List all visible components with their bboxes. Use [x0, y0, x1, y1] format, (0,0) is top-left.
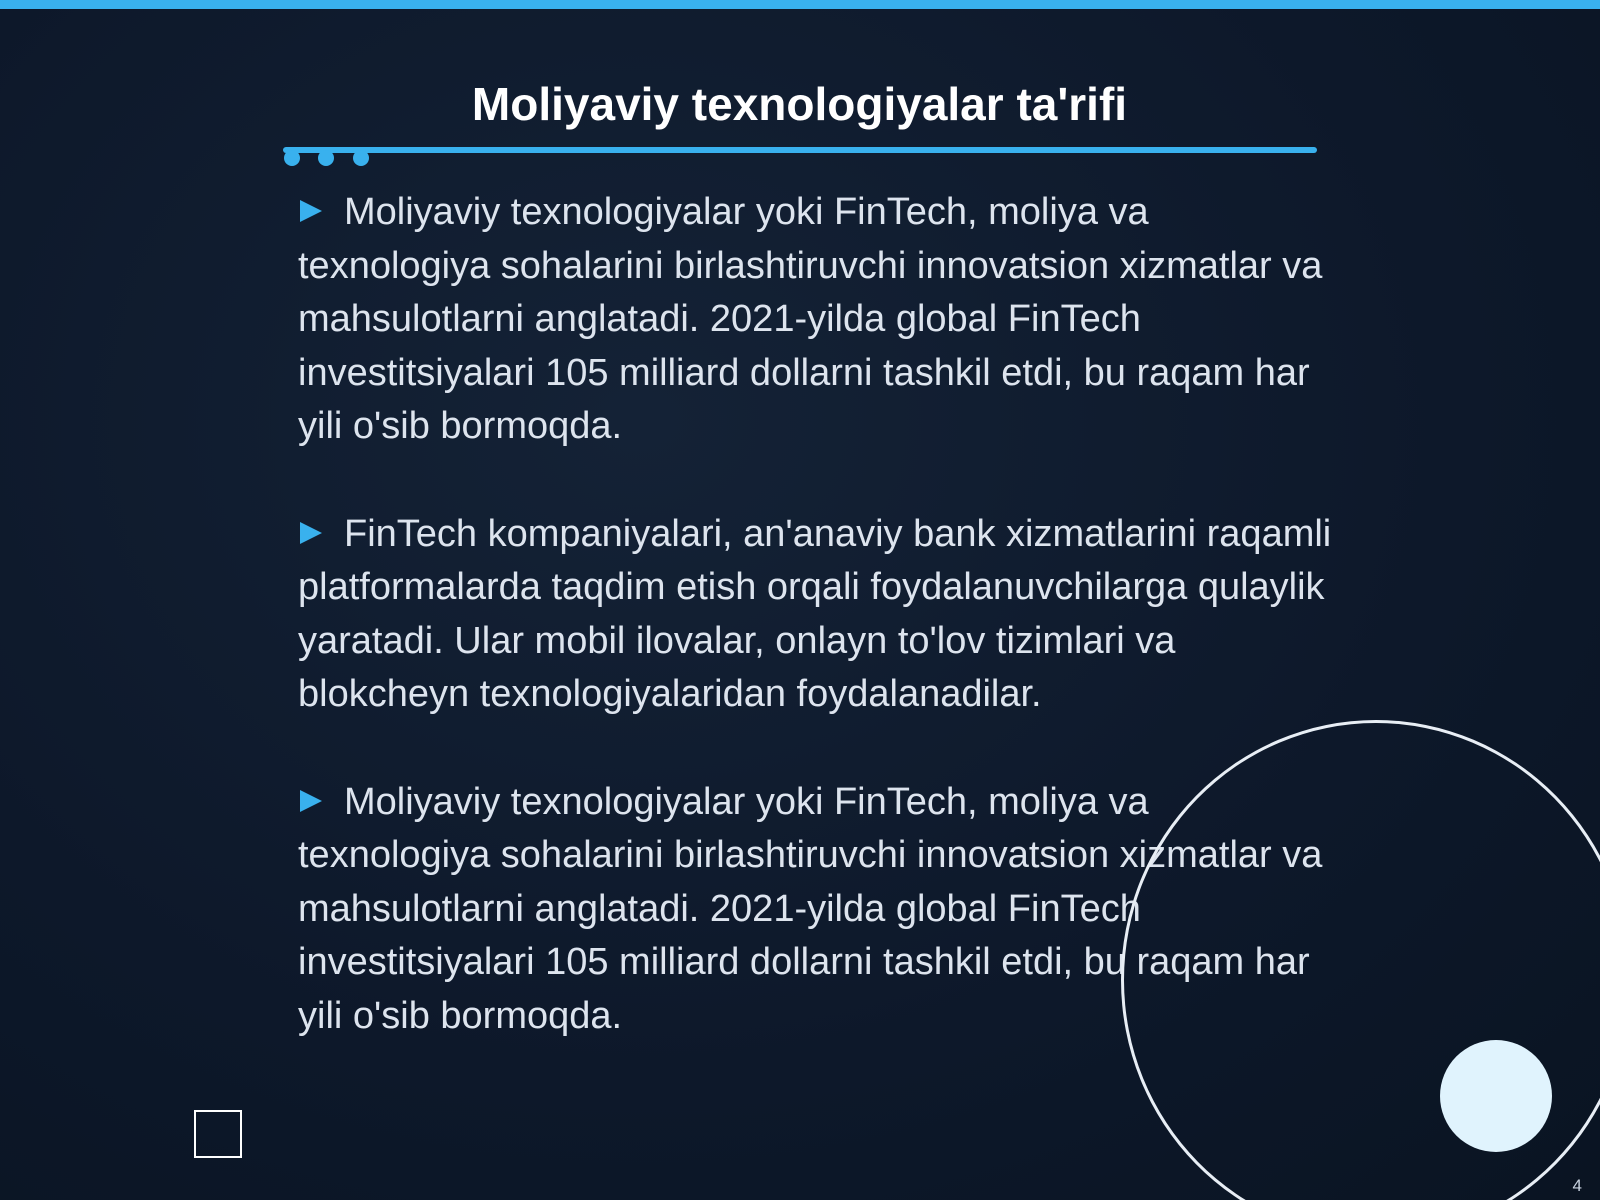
slide-title: Moliyaviy texnologiyalar ta'rifi	[471, 78, 1128, 130]
triangle-right-icon	[298, 778, 344, 808]
top-accent-bar	[0, 0, 1600, 9]
bullet-paragraph	[298, 186, 1338, 454]
bullet-text: FinTech kompaniyalari, an'anaviy bank xizmatlarini raqamli platformalarda taqdim etish orqali foydalanuvchilarga qulaylik yaratadi. Ular mobil ilovalar, onlayn to'lov tizimlari va blokcheyn texnologiyalaridan foydalanadilar.	[298, 512, 1332, 715]
decorative-square	[194, 1110, 242, 1158]
accent-dot	[284, 150, 300, 166]
title-underline	[283, 147, 1317, 153]
accent-dot	[353, 150, 369, 166]
bullet-text: Moliyaviy texnologiyalar yoki FinTech, moliya va texnologiya sohalarini birlashtiruvchi innovatsion xizmatlar va mahsulotlarni anglatadi. 2021-yilda global FinTech investitsiyalari 105 milliard dollarni tashkil etdi, bu raqam har yili o'sib bormoqda.	[298, 191, 1323, 447]
accent-dot	[318, 150, 334, 166]
decorative-circle	[1440, 1040, 1552, 1152]
bullet-text: Moliyaviy texnologiyalar yoki FinTech, moliya va texnologiya sohalarini birlashtiruvchi innovatsion xizmatlar va mahsulotlarni anglatadi. 2021-yilda global FinTech investitsiyalari 105 milliard dollarni tashkil etdi, bu raqam har yili o'sib bormoqda.	[298, 780, 1323, 1037]
triangle-right-icon	[298, 510, 344, 540]
page-number: 4	[1572, 1176, 1582, 1195]
bullet-paragraph	[298, 508, 1338, 722]
triangle-right-icon	[298, 188, 344, 218]
